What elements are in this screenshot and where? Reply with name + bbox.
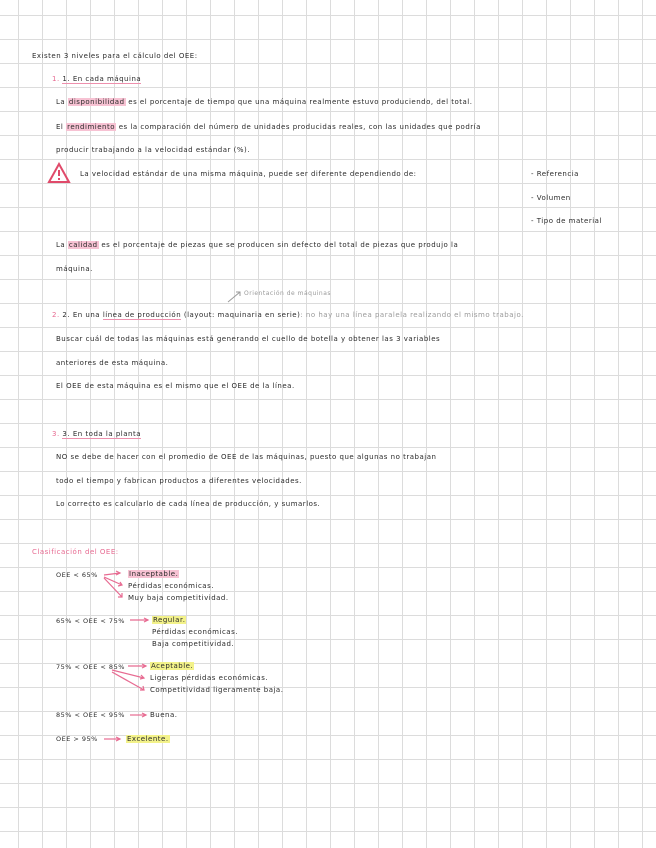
warning-triangle-icon xyxy=(47,162,71,188)
group1-label xyxy=(128,570,179,579)
section3-line3: Lo correcto es calcularlo de cada línea de producción, y sumarlos. xyxy=(56,500,321,508)
performance-line1 xyxy=(56,123,481,132)
quality-line2: máquina. xyxy=(56,265,93,273)
group4-label: Buena. xyxy=(150,711,178,719)
group2-sub2: Baja competitividad. xyxy=(152,640,235,648)
warning-text: La velocidad estándar de una misma máquina, puede ser diferente dependiendo de: xyxy=(80,170,417,178)
quality-term: calidad xyxy=(68,241,98,249)
annotation-arrow xyxy=(228,292,240,302)
group5-label xyxy=(126,735,170,744)
section2-line3: El OEE de esta máquina es el mismo que el OEE de la línea. xyxy=(56,382,295,390)
section1-title: 1. 1. En cada máquina xyxy=(52,75,142,83)
section3-line2: todo el tiempo y fabrican productos a diferentes velocidades. xyxy=(56,477,302,485)
section3-title-text: 3. En toda la planta xyxy=(62,430,142,438)
group1-label-text: Inaceptable. xyxy=(129,570,179,578)
group4-range: 85% < OEE < 95% xyxy=(56,711,125,719)
availability-pre: La xyxy=(56,98,68,106)
group1-sub2: Muy baja competitividad. xyxy=(128,594,229,602)
warning-item-1: - Referencia xyxy=(531,170,579,178)
warning-item-3: - Tipo de material xyxy=(531,217,602,225)
section2-line1: Buscar cuál de todas las máquinas está generando el cuello de botella y obtener las 3 variables xyxy=(56,335,441,343)
group3-sub1: Ligeras pérdidas económicas. xyxy=(150,674,269,682)
group2-range: 65% < OEE < 75% xyxy=(56,617,125,625)
group5-range: OEE > 95% xyxy=(56,735,98,743)
performance-post1: es la comparación del número de unidades producidas reales, con las unidades que podría xyxy=(115,123,481,131)
group3-label xyxy=(150,662,194,671)
performance-pre: El xyxy=(56,123,67,131)
group3-range: 75% < OEE < 85% xyxy=(56,663,125,671)
performance-term: rendimiento xyxy=(67,123,115,131)
group1-sub1: Pérdidas económicas. xyxy=(128,582,214,590)
group1-arrows xyxy=(104,571,122,597)
section2-title-term: línea de producción xyxy=(102,311,182,319)
quality-line1 xyxy=(56,241,458,250)
group5-label-text: Excelente. xyxy=(127,735,169,743)
section2-line2: anteriores de esta máquina. xyxy=(56,359,169,367)
group1-range: OEE < 65% xyxy=(56,571,98,579)
group2-label-text: Regular. xyxy=(153,616,186,624)
section1-title-text: 1. En cada máquina xyxy=(62,75,142,83)
section2-gray-note: : no hay una línea paralela realizando el mismo trabajo. xyxy=(300,311,524,319)
section2-title-pre: 2. En una xyxy=(62,311,103,319)
section3-line1: NO se debe de hacer con el promedio de OEE de las máquinas, puesto que algunas no trabajan xyxy=(56,453,437,461)
intro-text: Existen 3 niveles para el cálculo del OEE: xyxy=(32,52,198,60)
group2-arrows xyxy=(130,618,148,622)
quality-pre: La xyxy=(56,241,68,249)
performance-line2: producir trabajando a la velocidad estándar (%). xyxy=(56,146,250,154)
availability-post: es el porcentaje de tiempo que una máquina realmente estuvo produciendo, del total. xyxy=(125,98,473,106)
group3-sub2: Competitividad ligeramente baja. xyxy=(150,686,284,694)
section2-title: 2. 2. En una línea de producción (layout: maquinaria en serie): no hay una línea paralela realizando el mismo trabajo. xyxy=(52,311,524,319)
section2-title-post: (layout: maquinaria en serie) xyxy=(181,311,301,319)
availability-line xyxy=(56,98,472,107)
section3-title: 3. 3. En toda la planta xyxy=(52,430,142,438)
classification-title: Clasificación del OEE: xyxy=(32,548,119,556)
quality-post1: es el porcentaje de piezas que se producen sin defecto del total de piezas que produjo la xyxy=(98,241,459,249)
group2-sub1: Pérdidas económicas. xyxy=(152,628,238,636)
warning-item-2: - Volumen xyxy=(531,194,571,202)
group3-label-text: Aceptable. xyxy=(151,662,194,670)
group2-label xyxy=(152,616,186,625)
availability-term: disponibilidad xyxy=(68,98,125,106)
section2-annotation: Orientación de máquinas xyxy=(244,290,332,297)
